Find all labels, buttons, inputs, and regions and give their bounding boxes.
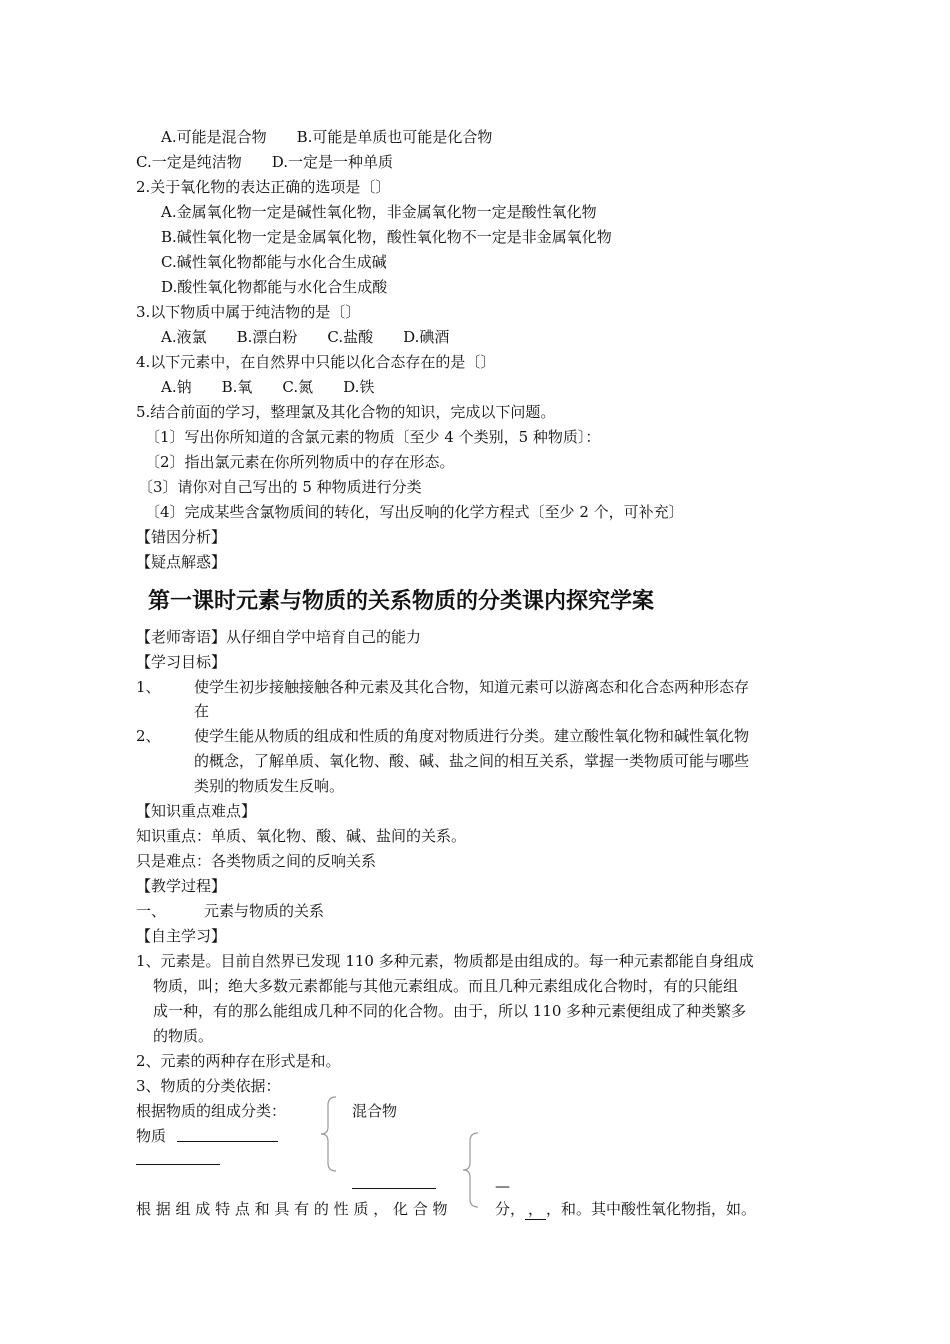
goal-2-line3: 类别的物质发生反响。	[194, 777, 345, 795]
process-heading: 【教学过程】	[136, 877, 227, 895]
item-3: 3、物质的分类依据：	[136, 1077, 281, 1095]
compound-blank[interactable]	[352, 1172, 436, 1189]
classify-tail-a: 分，	[495, 1200, 526, 1218]
goal-2-line2: 的概念，了解单质、氧化物、酸、碱、盐之间的相互关系，掌握一类物质可能与哪些	[194, 752, 750, 770]
q4-options: A.钠 B.氧 C.氮 D.铁	[161, 378, 375, 396]
substance-label: 物质	[136, 1127, 167, 1145]
section-1-number: 一、	[136, 902, 167, 920]
q2-option-a: A.金属氧化物一定是碱性氧化物，非金属氧化物一定是酸性氧化物	[161, 203, 597, 221]
goal-1-line2: 在	[194, 702, 210, 720]
q1-options-ab: A.可能是混合物 B.可能是单质也可能是化合物	[161, 128, 493, 146]
q2-stem: 2.关于氧化物的表达正确的选项是〔〕	[136, 178, 391, 196]
classify-by-property: 根 据 组 成 特 点 和 具 有 的 性 质 ， 化 合 物	[136, 1200, 448, 1218]
self-study-heading: 【自主学习】	[136, 927, 227, 945]
mixture-label: 混合物	[352, 1102, 398, 1120]
q1-options-cd: C.一定是纯洁物 D.一定是一种单质	[136, 153, 393, 171]
goal-1-number: 1、	[136, 678, 161, 696]
substance-blank-2[interactable]	[136, 1148, 220, 1165]
item-1-line4: 的物质。	[153, 1027, 214, 1045]
substance-blank[interactable]	[177, 1125, 278, 1142]
key-point: 知识重点：单质、氧化物、酸、碱、盐间的关系。	[136, 827, 467, 845]
item-1-line2: 物质，叫；绝大多数元素都能与其他元素组成。而且几种元素组成化合物时，有的只能组	[153, 977, 739, 995]
goal-2-number: 2、	[136, 727, 161, 745]
teacher-message: 【老师寄语】从仔细自学中培育自己的能力	[136, 628, 422, 646]
q2-option-c: C.碱性氧化物都能与水化合生成碱	[161, 253, 387, 271]
item-2: 2、元素的两种存在形式是和。	[136, 1052, 341, 1070]
item-1-line3: 成一种，有的那么能组成几种不同的化合物。由于，所以 110 多种元素便组成了种类繁多	[153, 1002, 747, 1020]
q4-stem: 4.以下元素中，在自然界中只能以化合态存在的是〔〕	[136, 353, 496, 371]
goals-heading: 【学习目标】	[136, 653, 227, 671]
item-1-line1: 1、元素是。目前自然界已发现 110 多种元素，物质都是由组成的。每一种元素都能自身组成	[136, 952, 754, 970]
q3-stem: 3.以下物质中属于纯洁物的是〔〕	[136, 303, 361, 321]
q5-sub4: 〔4〕完成某些含氯物质间的转化，写出反响的化学方程式〔至少 2 个，可补充〕	[145, 503, 684, 521]
doubt-heading: 【疑点解惑】	[136, 553, 227, 571]
goal-2-line1: 使学生能从物质的组成和性质的角度对物质进行分类。建立酸性氧化物和碱性氧化物	[194, 727, 750, 745]
q5-sub3: 〔3〕请你对自己写出的 5 种物质进行分类	[138, 478, 422, 496]
classify-tail	[495, 1199, 756, 1220]
classify-comma-blank[interactable]: ，	[525, 1199, 546, 1220]
q2-option-b: B.碱性氧化物一定是金属氧化物，酸性氧化物不一定是非金属氧化物	[161, 228, 612, 246]
q2-option-d: D.酸性氧化物都能与水化合生成酸	[161, 278, 388, 296]
q3-options: A.液氯 B.漂白粉 C.盐酸 D.碘酒	[161, 328, 450, 346]
classify-by-composition: 根据物质的组成分类：	[136, 1102, 287, 1120]
page-title: 第一课时元素与物质的关系物质的分类课内探究学案	[148, 589, 655, 614]
q5-sub2: 〔2〕指出氯元素在你所列物质中的存在形态。	[145, 453, 455, 471]
dash-mark: —	[495, 1177, 510, 1195]
classify-tail-b: ，和。其中酸性氧化物指，如。	[546, 1200, 757, 1218]
goal-1-line1: 使学生初步接触接触各种元素及其化合物，知道元素可以游离态和化合态两种形态存	[194, 678, 750, 696]
left-brace-icon	[318, 1095, 340, 1173]
key-points-heading: 【知识重点难点】	[136, 802, 257, 820]
q5-stem: 5.结合前面的学习，整理氯及其化合物的知识，完成以下问题。	[136, 403, 556, 421]
difficult-point: 只是难点：各类物质之间的反响关系	[136, 852, 377, 870]
left-brace-icon-2	[460, 1131, 482, 1209]
error-analysis-heading: 【错因分析】	[136, 528, 227, 546]
section-1-title: 元素与物质的关系	[204, 902, 325, 920]
q5-sub1: 〔1〕写出你所知道的含氯元素的物质〔至少 4 个类别，5 种物质〕：	[145, 428, 601, 446]
